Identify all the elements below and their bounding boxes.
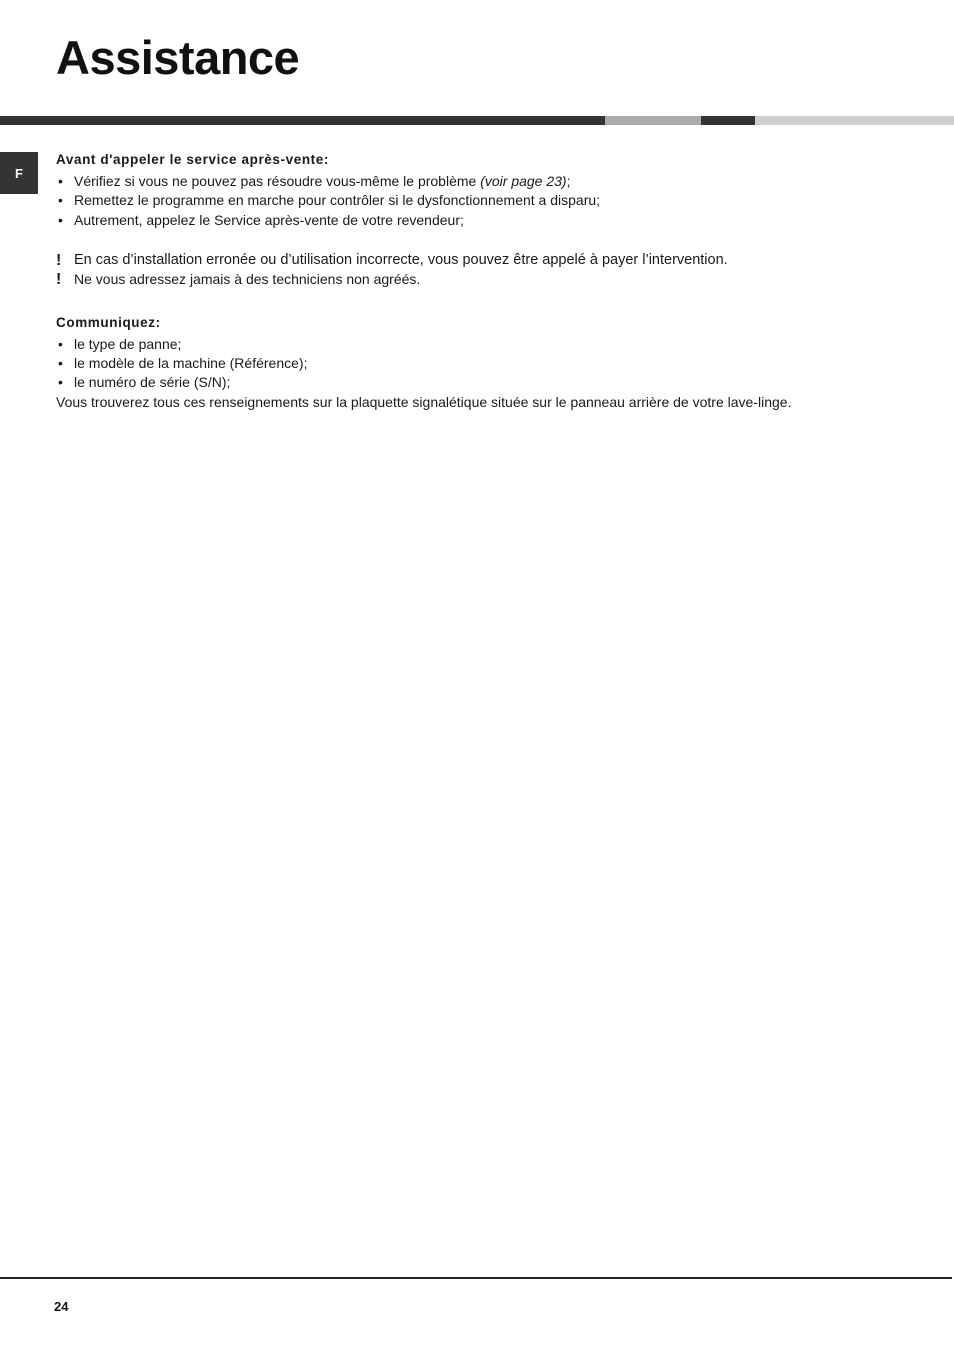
- header-bar-dark: [0, 116, 605, 125]
- header-bar-light: [755, 116, 954, 125]
- list-item: • Remettez le programme en marche pour contrôler si le dysfonctionnement a disparu;: [56, 191, 916, 210]
- rating-plate-note: Vous trouverez tous ces renseignements sur la plaquette signalétique située sur le panneau arrière de votre lave-linge.: [56, 393, 792, 410]
- page-reference: (voir page 23): [480, 173, 567, 189]
- warning-text: En cas d’installation erronée ou d’utilisation incorrecte, vous pouvez être appelé à payer l’intervention.: [74, 251, 728, 268]
- main-content: [56, 150, 916, 412]
- before-calling-list: [56, 172, 916, 230]
- header-bar-dark-short: [701, 116, 755, 125]
- footer-divider: [0, 1277, 952, 1279]
- list-item: • le modèle de la machine (Référence);: [56, 354, 916, 373]
- list-item: • le type de panne;: [56, 335, 916, 354]
- exclamation-icon: !: [56, 251, 62, 269]
- communicate-list: [56, 335, 916, 393]
- warning-note: [56, 270, 916, 290]
- list-item: • Vérifiez si vous ne pouvez pas résoudre vous-même le problème (voir page 23);: [56, 172, 916, 191]
- list-item: • Autrement, appelez le Service après-vente de votre revendeur;: [56, 211, 916, 230]
- header-bar-mid: [605, 116, 701, 125]
- language-tab: F: [0, 152, 38, 194]
- exclamation-icon: !: [56, 271, 62, 289]
- list-item: • le numéro de série (S/N);: [56, 373, 916, 392]
- section-heading-communicate: Communiquez:: [56, 314, 161, 330]
- warning-note: [56, 251, 916, 271]
- page-title: Assistance: [56, 31, 300, 84]
- section-heading-before-calling: Avant d'appeler le service après-vente:: [56, 152, 329, 167]
- warning-text: Ne vous adressez jamais à des techniciens non agréés.: [74, 271, 421, 288]
- page-number: 24: [54, 1299, 69, 1314]
